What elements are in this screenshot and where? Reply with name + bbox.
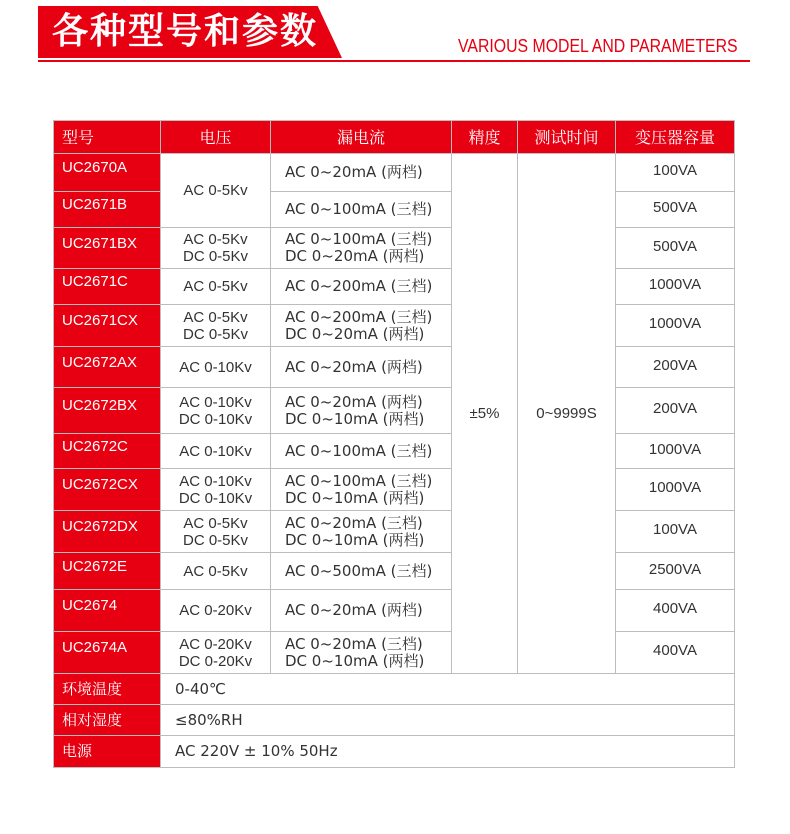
cell-line: AC 0~200mA (三档) — [285, 277, 433, 295]
cell-line: AC 0-5Kv — [183, 231, 248, 248]
cell-line: AC 0~20mA (三档) — [285, 513, 423, 532]
table-row — [54, 192, 735, 228]
section-subtitle: VARIOUS MODEL AND PARAMETERS — [458, 36, 738, 56]
capacity-cell: 400VA — [616, 590, 735, 632]
cell-line: AC 0-10Kv — [179, 358, 252, 376]
cell-line: AC 0~20mA (两档) — [285, 601, 423, 619]
table-row — [54, 590, 735, 632]
column-header-precision: 精度 — [452, 121, 518, 154]
voltage-cell — [161, 305, 271, 347]
cell-line: AC 0~20mA (两档) — [285, 163, 423, 181]
table-row — [54, 388, 735, 434]
capacity-cell: 1000VA — [616, 305, 735, 347]
capacity-cell: 500VA — [616, 228, 735, 269]
table-row — [54, 228, 735, 269]
cell-line: AC 0~100mA (三档) — [285, 471, 433, 490]
model-cell: UC2674A — [54, 632, 161, 674]
cell-line: DC 0-10Kv — [178, 410, 253, 428]
leakage-cell — [271, 632, 452, 674]
cell-line: DC 0~10mA (两档) — [285, 488, 425, 507]
cell-line: DC 0-5Kv — [182, 325, 249, 343]
cell-line: DC 0-10Kv — [178, 489, 253, 507]
cell-line: AC 0~100mA (三档) — [285, 441, 433, 460]
model-cell: UC2671B — [54, 192, 161, 228]
cell-line: DC 0~20mA (两档) — [285, 247, 425, 265]
voltage-cell — [161, 511, 271, 553]
leakage-cell — [271, 434, 452, 469]
voltage-cell — [161, 434, 271, 469]
section-title: 各种型号和参数 — [52, 11, 319, 52]
header-underline — [38, 60, 750, 62]
cell-line: AC 0-5Kv — [183, 278, 248, 295]
cell-line: AC 0~20mA (两档) — [285, 357, 423, 376]
leakage-cell — [271, 305, 452, 347]
cell-line: DC 0-20Kv — [178, 652, 253, 670]
capacity-cell: 1000VA — [616, 434, 735, 469]
section-header — [0, 0, 790, 80]
model-cell: UC2672C — [54, 434, 161, 469]
capacity-cell: 100VA — [616, 511, 735, 553]
cell-line: AC 0~100mA (三档) — [285, 200, 433, 218]
capacity-cell: 1000VA — [616, 469, 735, 511]
capacity-cell: 500VA — [616, 192, 735, 228]
env-label: 相对湿度 — [54, 705, 161, 736]
leakage-cell — [271, 469, 452, 511]
leakage-cell — [271, 228, 452, 269]
model-cell: UC2672DX — [54, 511, 161, 553]
table-row — [54, 434, 735, 469]
cell-line: AC 0-5Kv — [183, 514, 248, 532]
test-time-cell: 0~9999S — [518, 154, 616, 674]
capacity-cell: 400VA — [616, 632, 735, 674]
capacity-cell: 1000VA — [616, 269, 735, 305]
voltage-cell — [161, 469, 271, 511]
cell-line: AC 0~100mA (三档) — [285, 230, 433, 248]
voltage-cell — [161, 388, 271, 434]
voltage-cell: AC 0-5Kv — [161, 154, 271, 228]
leakage-cell — [271, 154, 452, 192]
table-row — [54, 269, 735, 305]
table-row — [54, 632, 735, 674]
cell-line: AC 0-10Kv — [179, 442, 252, 460]
cell-line: AC 0~500mA (三档) — [285, 561, 433, 580]
model-cell: UC2674 — [54, 590, 161, 632]
table-row — [54, 553, 735, 590]
column-header-test-time: 测试时间 — [518, 121, 616, 154]
env-value: AC 220V ± 10% 50Hz — [161, 736, 735, 768]
table-row — [54, 469, 735, 511]
env-row — [54, 736, 735, 768]
voltage-cell — [161, 553, 271, 590]
env-value: 0-40℃ — [161, 674, 735, 705]
leakage-cell — [271, 347, 452, 388]
env-label: 环境温度 — [54, 674, 161, 705]
cell-line: DC 0~10mA (两档) — [285, 651, 425, 670]
voltage-cell — [161, 632, 271, 674]
cell-line: AC 0-10Kv — [179, 472, 252, 490]
model-cell: UC2672AX — [54, 347, 161, 388]
cell-line: AC 0~20mA (两档) — [285, 392, 423, 411]
model-cell: UC2672E — [54, 553, 161, 590]
column-header-capacity: 变压器容量 — [616, 121, 735, 154]
env-row — [54, 674, 735, 705]
table-row — [54, 154, 735, 192]
cell-line: AC 0-20Kv — [179, 602, 252, 619]
model-cell: UC2670A — [54, 154, 161, 192]
model-cell: UC2671CX — [54, 305, 161, 347]
leakage-cell — [271, 590, 452, 632]
model-cell: UC2672CX — [54, 469, 161, 511]
env-value: ≤80%RH — [161, 705, 735, 736]
cell-line: AC 0-5Kv — [183, 308, 248, 326]
voltage-cell — [161, 590, 271, 632]
column-header-voltage: 电压 — [161, 121, 271, 154]
env-label: 电源 — [54, 736, 161, 768]
leakage-cell — [271, 269, 452, 305]
capacity-cell: 100VA — [616, 154, 735, 192]
capacity-cell: 2500VA — [616, 553, 735, 590]
voltage-cell — [161, 347, 271, 388]
model-cell: UC2672BX — [54, 388, 161, 434]
leakage-cell — [271, 192, 452, 228]
cell-line: AC 0-20Kv — [179, 635, 252, 653]
cell-line: AC 0~20mA (三档) — [285, 634, 423, 653]
voltage-cell — [161, 228, 271, 269]
leakage-cell — [271, 511, 452, 553]
leakage-cell — [271, 388, 452, 434]
voltage-cell — [161, 269, 271, 305]
cell-line: AC 0~200mA (三档) — [285, 307, 433, 326]
table-row — [54, 511, 735, 553]
leakage-cell — [271, 553, 452, 590]
capacity-cell: 200VA — [616, 388, 735, 434]
table-header-row — [54, 121, 735, 154]
cell-line: DC 0~20mA (两档) — [285, 324, 425, 343]
table-row — [54, 305, 735, 347]
model-cell: UC2671C — [54, 269, 161, 305]
cell-line: AC 0-5Kv — [183, 562, 248, 580]
precision-cell: ±5% — [452, 154, 518, 674]
cell-line: DC 0-5Kv — [182, 248, 249, 265]
cell-line: DC 0~10mA (两档) — [285, 409, 425, 428]
cell-line: DC 0~10mA (两档) — [285, 530, 425, 549]
parameters-table — [53, 120, 735, 768]
cell-line: AC 0-10Kv — [179, 393, 252, 411]
env-row — [54, 705, 735, 736]
column-header-leakage: 漏电流 — [271, 121, 452, 154]
model-cell: UC2671BX — [54, 228, 161, 269]
column-header-model: 型号 — [54, 121, 161, 154]
cell-line: DC 0-5Kv — [182, 531, 249, 549]
table-row — [54, 347, 735, 388]
capacity-cell: 200VA — [616, 347, 735, 388]
